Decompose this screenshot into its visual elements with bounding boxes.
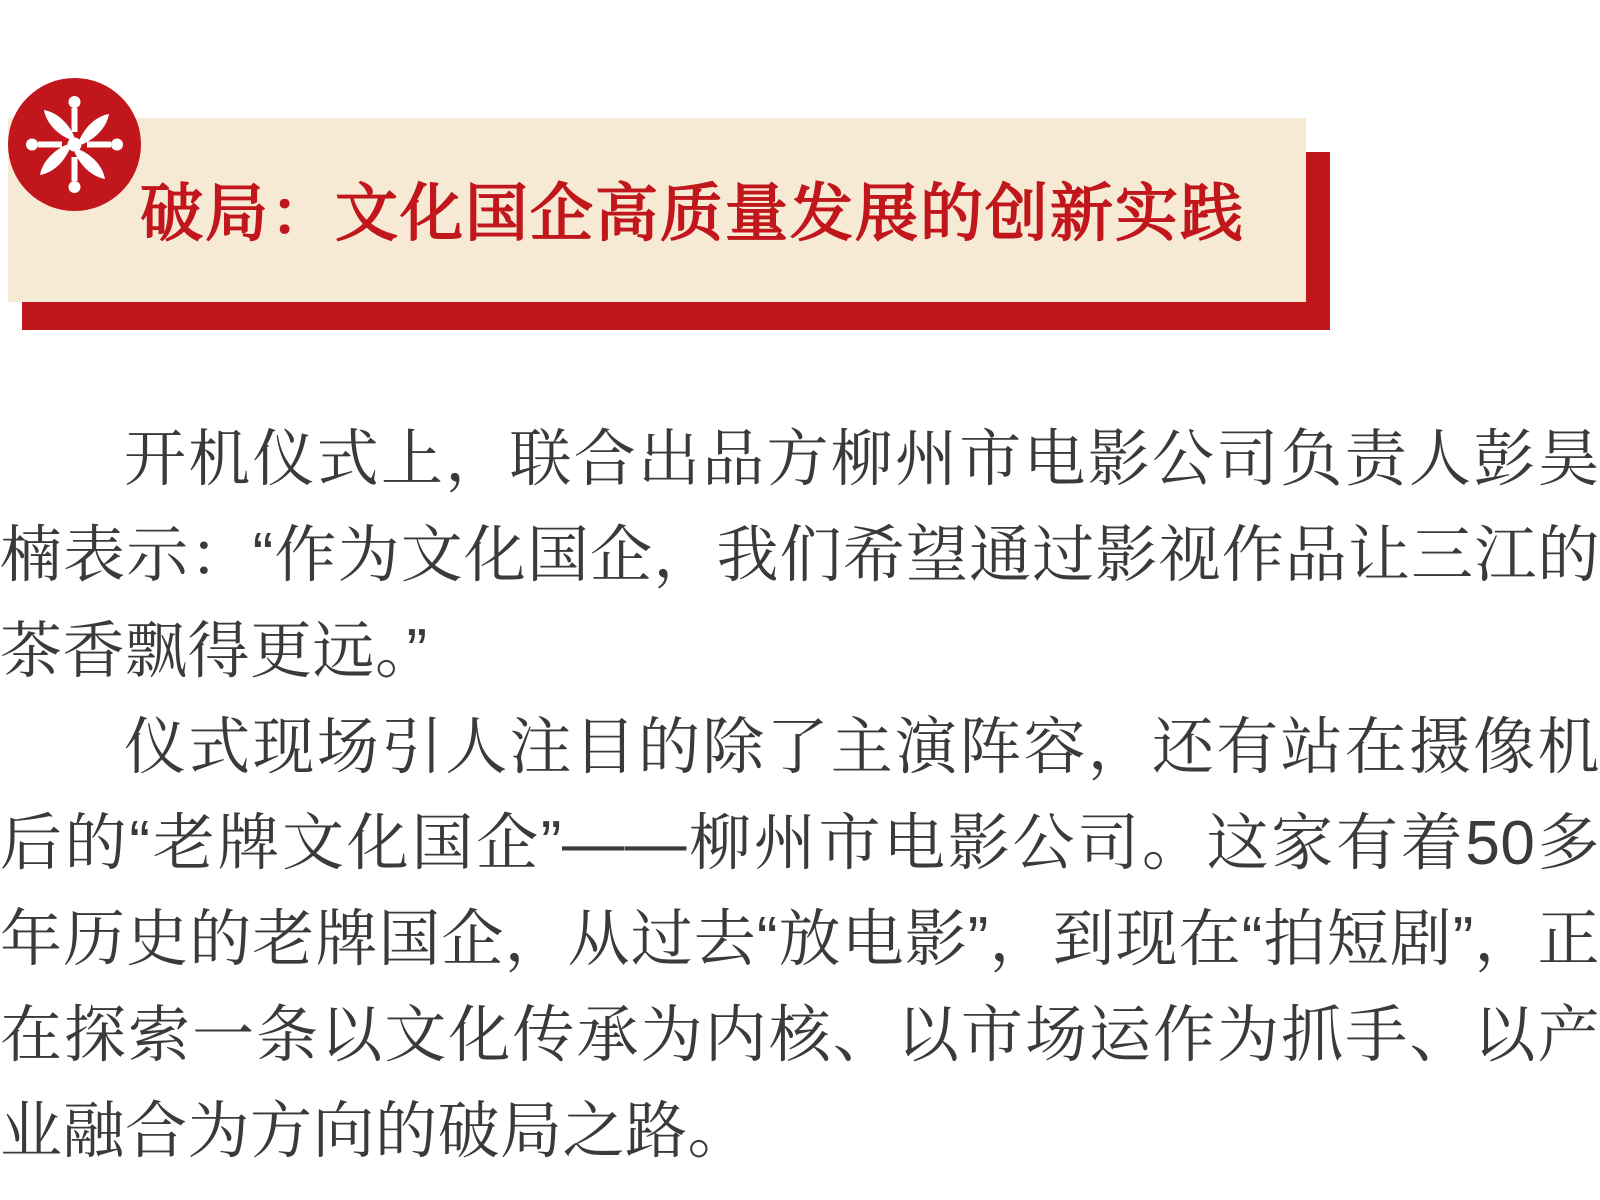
circular-knot-emblem-icon <box>8 78 141 211</box>
article-header <box>0 0 1600 345</box>
article-paragraph: 开机仪式上，联合出品方柳州市电影公司负责人彭昊楠表示：“作为文化国企，我们希望通过影视作品让三江的茶香飘得更远。” <box>0 425 1600 686</box>
article-paragraph: 仪式现场引人注目的除了主演阵容，还有站在摄像机后的“老牌文化国企”——柳州市电影公司。这家有着50多年历史的老牌国企，从过去“放电影”，到现在“拍短剧”，正在探索一条以文化传承为内核、以市场运作为抓手、以产业融合为方向的破局之路。 <box>0 713 1600 1166</box>
page-title: 破局：文化国企高质量发展的创新实践 <box>140 179 1245 249</box>
article-body <box>0 412 1600 1180</box>
